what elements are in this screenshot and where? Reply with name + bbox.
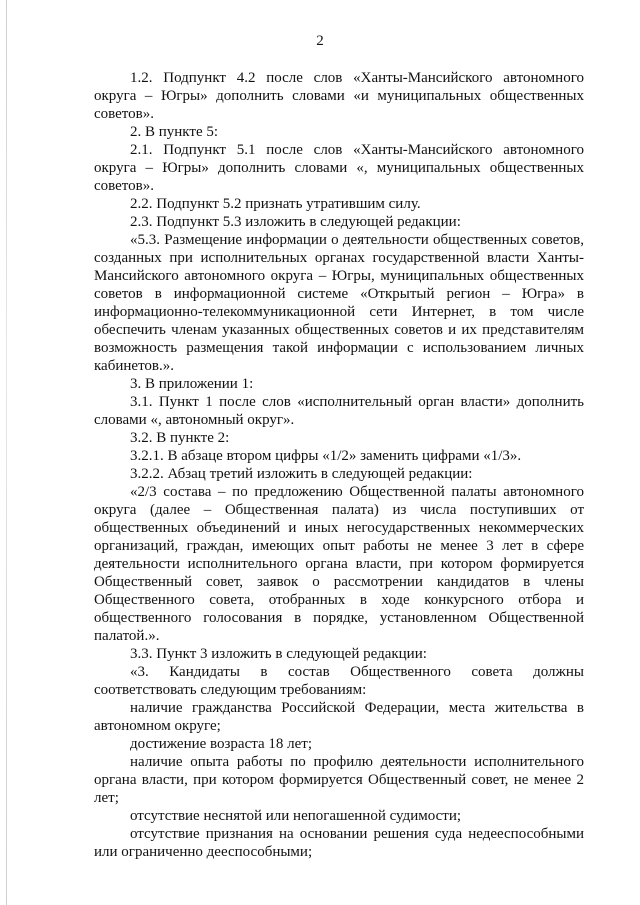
document-body <box>94 69 584 861</box>
paragraph-candidates: «3. Кандидаты в состав Общественного совета должны соответствовать следующим требованиям: <box>94 664 584 698</box>
requirement-no-conviction: отсутствие неснятой или непогашенной судимости; <box>130 808 462 824</box>
page-number: 2 <box>316 33 324 49</box>
paragraph-3-2-1: 3.2.1. В абзаце втором цифры «1/2» заменить цифрами «1/3». <box>130 448 522 464</box>
paragraph-2: 2. В пункте 5: <box>130 124 219 140</box>
paragraph-3: 3. В приложении 1: <box>130 376 254 392</box>
paragraph-3-1: 3.1. Пункт 1 после слов «исполнительный орган власти» дополнить словами «, автономный округ». <box>94 394 584 428</box>
paragraph-5-3-text: «5.3. Размещение информации о деятельности общественных советов, созданных при исполнительных органах государственной власти Ханты-Мансийского автономного округа – Югры, муниципальных общественных советов в информационной системе «Открытый регион – Югра» в информационно-телекоммуникационной сети Интернет, в том числе обеспечить членам указанных общественных советов и их представителям возможность размещения такой информации с использованием личных кабинетов.». <box>94 232 584 374</box>
paragraph-1-2: 1.2. Подпункт 4.2 после слов «Ханты-Мансийского автономного округа – Югры» дополнить словами «и муниципальных общественных советов». <box>94 70 584 122</box>
paragraph-2-1: 2.1. Подпункт 5.1 после слов «Ханты-Мансийского автономного округа – Югры» дополнить словами «, муниципальных общественных советов». <box>94 142 584 194</box>
paragraph-2-3: 2.3. Подпункт 5.3 изложить в следующей редакции: <box>130 214 461 230</box>
requirement-citizenship: наличие гражданства Российской Федерации, места жительства в автономном округе; <box>94 700 584 734</box>
paragraph-3-2-2: 3.2.2. Абзац третий изложить в следующей редакции: <box>130 466 473 482</box>
scan-left-edge <box>6 0 7 905</box>
requirement-age: достижение возраста 18 лет; <box>130 736 313 752</box>
requirement-legal-capacity: отсутствие признания на основании решения суда недееспособными или ограниченно дееспособными; <box>94 826 584 860</box>
paragraph-3-2: 3.2. В пункте 2: <box>130 430 230 446</box>
paragraph-2-3-composition: «2/3 состава – по предложению Общественной палаты автономного округа (далее – Общественная палата) из числа поступивших от общественных объединений и иных негосударственных некоммерческих организаций, граждан, имеющих опыт работы не менее 3 лет в сфере деятельности исполнительного органа власти, при котором формируется Общественный совет, заявок о рассмотрении кандидатов в члены Общественного совета, отобранных в ходе конкурсного отбора и общественного голосования в порядке, установленном Общественной палатой.». <box>94 484 584 644</box>
requirement-experience: наличие опыта работы по профилю деятельности исполнительного органа власти, при котором формируется Общественный совет, не менее 2 лет; <box>94 754 584 806</box>
paragraph-2-2: 2.2. Подпункт 5.2 признать утратившим силу. <box>130 196 421 212</box>
paragraph-3-3: 3.3. Пункт 3 изложить в следующей редакции: <box>130 646 427 662</box>
